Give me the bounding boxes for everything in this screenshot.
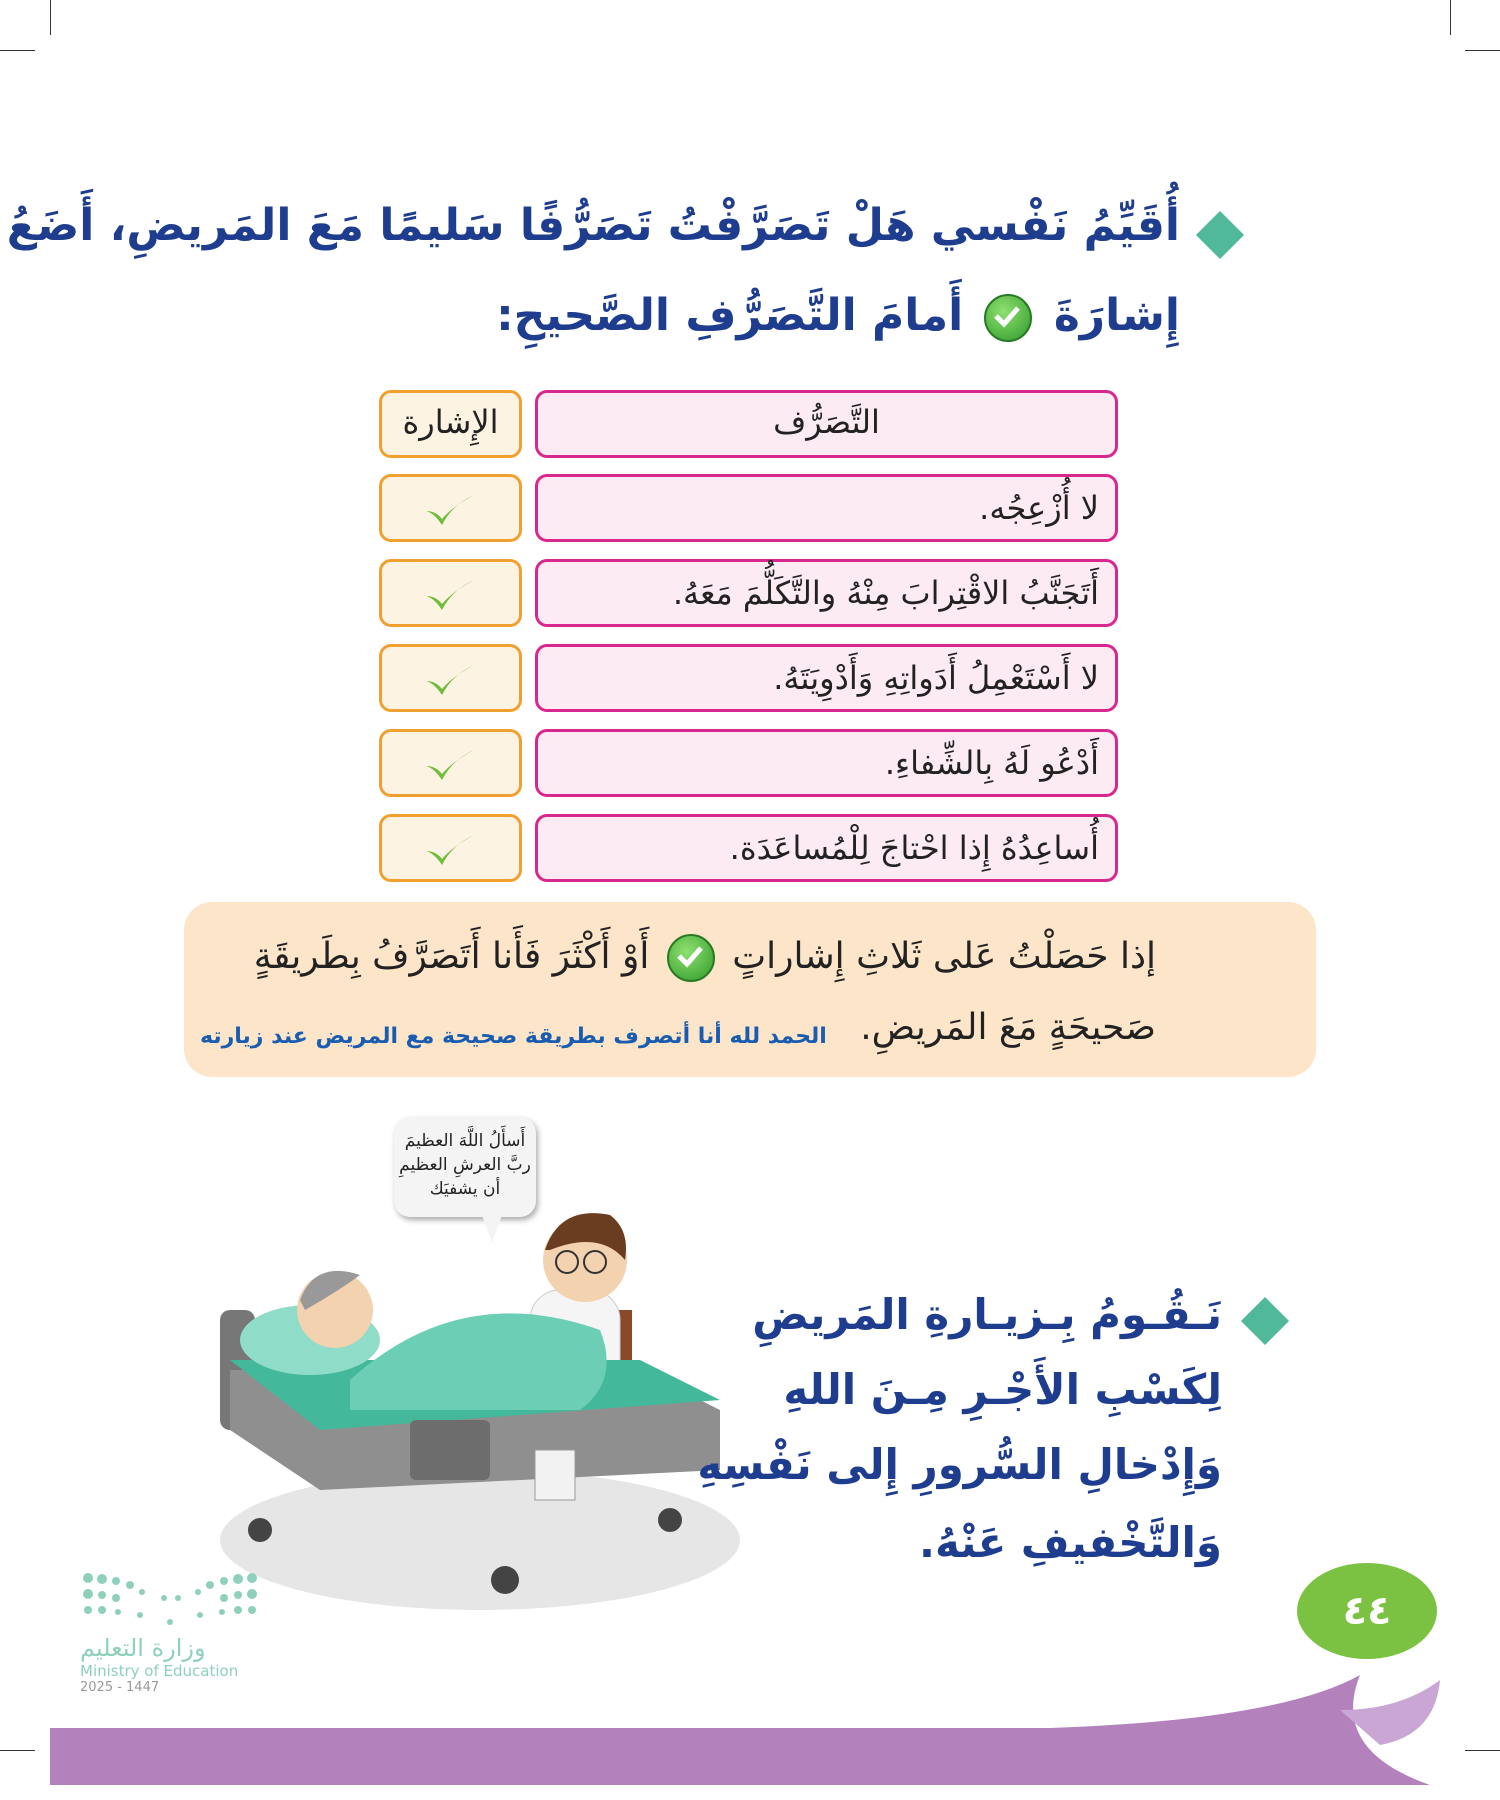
table-row-sign-cell[interactable] bbox=[379, 814, 522, 882]
page-number: ٤٤ bbox=[1342, 1588, 1392, 1634]
table-row-action bbox=[535, 644, 1118, 712]
handwritten-answer[interactable]: الحمد لله أنا أتصرف بطريقة صحيحة مع المريض عند زيارته bbox=[200, 1024, 827, 1049]
result-note-box bbox=[184, 902, 1316, 1077]
instruction-line-2 bbox=[496, 290, 1180, 342]
speech-line: ربَّ العرشِ العظيمِ bbox=[399, 1155, 531, 1175]
check-circle-icon bbox=[984, 294, 1032, 342]
action-text: لا أُزْعِجُه. bbox=[979, 489, 1099, 527]
paragraph-line: وَإِدْخالِ السُّرورِ إِلى نَفْسِهِ bbox=[697, 1440, 1222, 1489]
speech-line: أن يشفيَك bbox=[429, 1179, 501, 1199]
table-row-action bbox=[535, 814, 1118, 882]
check-circle-icon bbox=[667, 934, 715, 982]
table-row-action bbox=[535, 474, 1118, 542]
header-sign bbox=[379, 390, 522, 458]
table-row-action bbox=[535, 559, 1118, 627]
bullet-diamond-icon bbox=[1241, 1297, 1289, 1345]
action-text: أُساعِدُهُ إِذا احْتاجَ لِلْمُساعَدَة. bbox=[729, 829, 1099, 867]
speech-bubble bbox=[394, 1117, 536, 1217]
bullet-diamond-icon bbox=[1196, 211, 1244, 259]
paragraph-line: نَـقُـومُ بِـزيـارةِ المَريضِ bbox=[752, 1290, 1222, 1339]
logo-year-text: 2025 - 1447 bbox=[80, 1680, 160, 1695]
crop-mark bbox=[1450, 0, 1451, 35]
logo-english-text: Ministry of Education bbox=[80, 1662, 239, 1680]
instruction-line-2-end: أَمامَ التَّصَرُّفِ الصَّحيحِ: bbox=[496, 290, 964, 341]
checkmark-icon bbox=[422, 576, 476, 616]
header-action bbox=[535, 390, 1118, 458]
logo-arabic-text: وزارة التعليم bbox=[80, 1634, 206, 1662]
checkmark-icon bbox=[422, 661, 476, 701]
note-line-1-end: أَوْ أَكْثَرَ فَأَنا أَتَصَرَّفُ بِطَريقَةٍ bbox=[253, 936, 650, 977]
action-text: لا أَسْتَعْمِلُ أَدَواتِهِ وَأَدْوِيَتَهُ. bbox=[773, 659, 1099, 697]
speech-line: أَسأَلُ اللَّهَ العظيمَ bbox=[404, 1131, 526, 1151]
action-text: أَتَجَنَّبُ الاقْتِرابَ مِنْهُ والتَّكَلُّمَ مَعَهُ. bbox=[672, 574, 1099, 612]
note-line-1-start: إذا حَصَلْتُ عَلى ثَلاثِ إِشاراتٍ bbox=[732, 936, 1156, 977]
note-line-2: صَحيحَةٍ مَعَ المَريضِ. bbox=[860, 1007, 1156, 1048]
checkmark-icon bbox=[422, 831, 476, 871]
table-row-action bbox=[535, 729, 1118, 797]
paragraph-line: لِكَسْبِ الأَجْـرِ مِـنَ اللهِ bbox=[783, 1365, 1222, 1414]
table-row-sign-cell[interactable] bbox=[379, 559, 522, 627]
header-sign-label: الإِشارة bbox=[402, 403, 499, 441]
instruction-line-1: أُقَيِّمُ نَفْسي هَلْ تَصَرَّفْتُ تَصَرُّفًا سَليمًا مَعَ المَريضِ، أَضَعُ bbox=[6, 200, 1180, 251]
table-row-sign-cell[interactable] bbox=[379, 729, 522, 797]
crop-mark bbox=[0, 50, 35, 51]
page-number-badge bbox=[1297, 1563, 1437, 1659]
checkmark-icon bbox=[422, 491, 476, 531]
table-row-sign-cell[interactable] bbox=[379, 474, 522, 542]
header-action-label: التَّصَرُّف bbox=[773, 403, 880, 441]
action-text: أَدْعُو لَهُ بِالشِّفاءِ. bbox=[884, 744, 1099, 782]
speech-tail bbox=[482, 1215, 502, 1243]
logo-dots-icon bbox=[80, 1570, 260, 1630]
footer-band bbox=[0, 1640, 1500, 1800]
crop-mark bbox=[1465, 50, 1500, 51]
checkmark-icon bbox=[422, 746, 476, 786]
note-line-1 bbox=[254, 934, 1156, 982]
paragraph-line: وَالتَّخْفيفِ عَنْهُ. bbox=[919, 1518, 1222, 1567]
table-row-sign-cell[interactable] bbox=[379, 644, 522, 712]
crop-mark bbox=[50, 0, 51, 35]
instruction-line-2-start: إِشارَةَ bbox=[1053, 290, 1180, 341]
